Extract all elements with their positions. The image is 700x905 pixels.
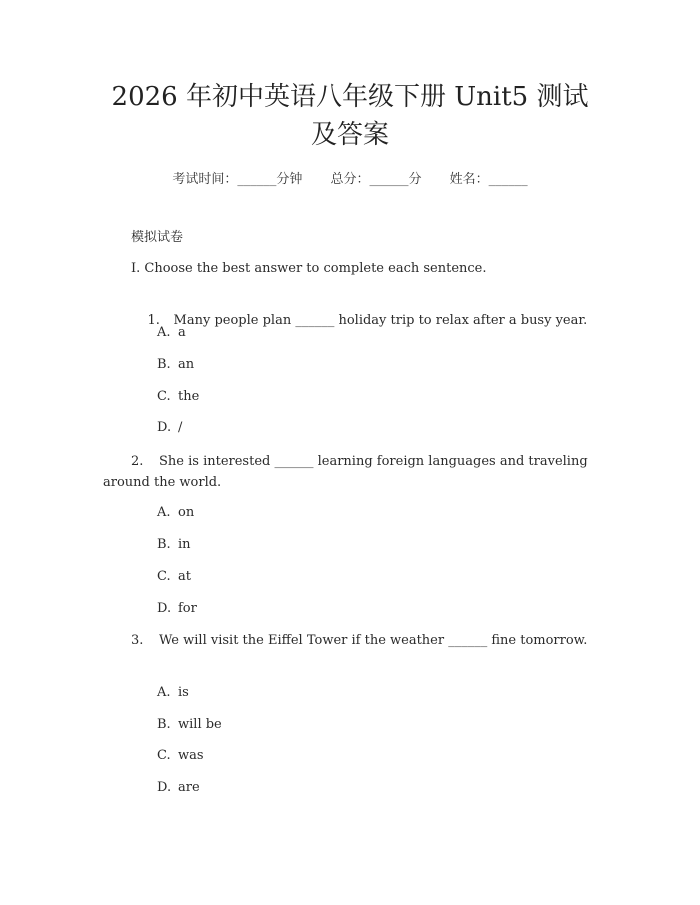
section-heading: 模拟试卷 (131, 230, 184, 245)
question-number: 1. (147, 313, 160, 328)
exam-info (0, 168, 700, 187)
question-2 (103, 451, 603, 493)
instruction-text: I. Choose the best answer to complete each sentence. (131, 261, 487, 276)
question-1 (131, 291, 587, 351)
option-2a: A. on (157, 505, 195, 520)
option-2b: B. in (157, 537, 191, 552)
option-1c: C. the (157, 389, 200, 404)
option-3b: B. will be (157, 717, 222, 732)
question-number: 3. (131, 633, 144, 648)
question-number: 2. (131, 454, 144, 469)
question-text: Many people plan ______ holiday trip to relax after a busy year. (173, 313, 588, 328)
question-3 (103, 630, 603, 651)
student-name-field: 姓名：______ (449, 172, 528, 187)
option-3a: A. is (157, 685, 189, 700)
exam-time-field: 考试时间：______分钟 (172, 172, 303, 187)
option-3d: D. are (157, 780, 200, 795)
question-text: She is interested ______ learning foreign languages and traveling around the world. (103, 454, 588, 490)
option-1b: B. an (157, 357, 195, 372)
option-2d: D. for (157, 601, 197, 616)
option-1a: A. a (157, 325, 186, 340)
option-2c: C. at (157, 569, 191, 584)
option-3c: C. was (157, 748, 204, 763)
option-1d: D. / (157, 420, 183, 435)
total-score-field: 总分：______分 (330, 172, 422, 187)
document-title: 2026 年初中英语八年级下册 Unit5 测试及答案 (111, 82, 589, 150)
question-text: We will visit the Eiffel Tower if the weather ______ fine tomorrow. (159, 633, 588, 648)
